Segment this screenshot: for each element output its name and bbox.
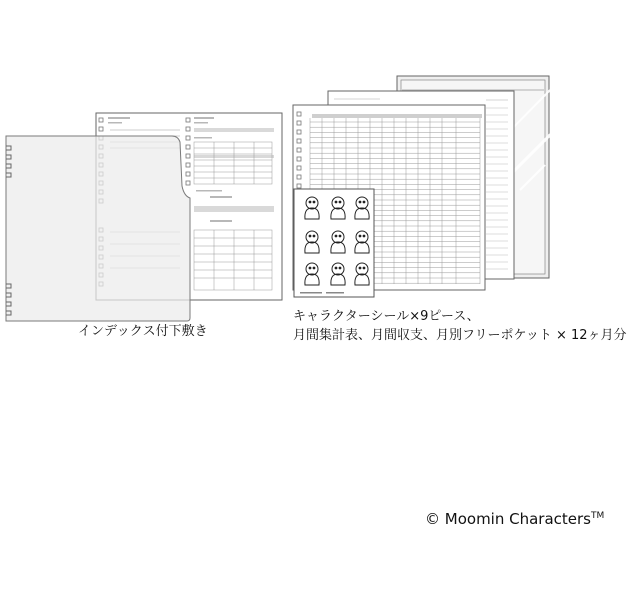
copyright-notice (425, 510, 604, 528)
copyright-text: © Moomin Characters (425, 510, 591, 528)
right-product-caption-line2: 月間集計表、月間収支、月別フリーポケット × 12ヶ月分 (293, 328, 627, 343)
left-product-caption: インデックス付下敷き (78, 324, 208, 339)
trademark-mark: TM (591, 511, 605, 521)
right-product-caption-line1: キャラクターシール×9ピース、 (293, 309, 480, 324)
